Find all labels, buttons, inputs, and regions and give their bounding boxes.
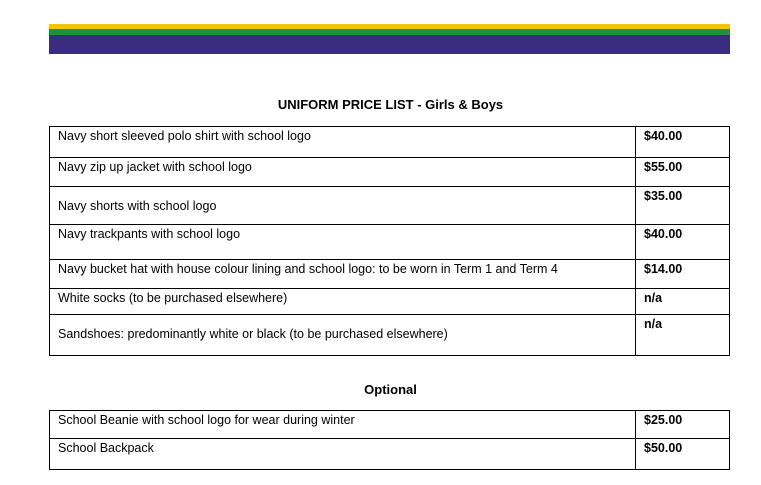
table-row xyxy=(50,127,730,158)
item-name: School Beanie with school logo for wear during winter xyxy=(50,411,636,439)
item-price: n/a xyxy=(636,315,730,356)
item-price: $25.00 xyxy=(636,411,730,439)
table-row xyxy=(50,315,730,356)
item-name: Navy zip up jacket with school logo xyxy=(50,158,636,187)
optional-price-table xyxy=(49,410,730,470)
item-name: White socks (to be purchased elsewhere) xyxy=(50,289,636,315)
table-row xyxy=(50,187,730,225)
item-price: n/a xyxy=(636,289,730,315)
uniform-price-table xyxy=(49,126,730,356)
price-list-title: UNIFORM PRICE LIST - Girls & Boys xyxy=(277,97,504,112)
table-row xyxy=(50,225,730,260)
table-row xyxy=(50,260,730,289)
optional-title: Optional xyxy=(364,382,417,397)
table-row xyxy=(50,439,730,470)
item-price: $14.00 xyxy=(636,260,730,289)
item-price: $50.00 xyxy=(636,439,730,470)
item-name: Sandshoes: predominantly white or black (to be purchased elsewhere) xyxy=(50,315,636,356)
item-name: Navy short sleeved polo shirt with school logo xyxy=(50,127,636,158)
item-name: Navy bucket hat with house colour lining and school logo: to be worn in Term 1 and Term 4 xyxy=(50,260,636,289)
item-name: Navy shorts with school logo xyxy=(50,187,636,225)
table-row xyxy=(50,411,730,439)
item-name: School Backpack xyxy=(50,439,636,470)
item-price: $35.00 xyxy=(636,187,730,225)
header-band-navy xyxy=(49,35,730,54)
item-name: Navy trackpants with school logo xyxy=(50,225,636,260)
item-price: $40.00 xyxy=(636,127,730,158)
item-price: $40.00 xyxy=(636,225,730,260)
table-row xyxy=(50,289,730,315)
item-price: $55.00 xyxy=(636,158,730,187)
table-row xyxy=(50,158,730,187)
